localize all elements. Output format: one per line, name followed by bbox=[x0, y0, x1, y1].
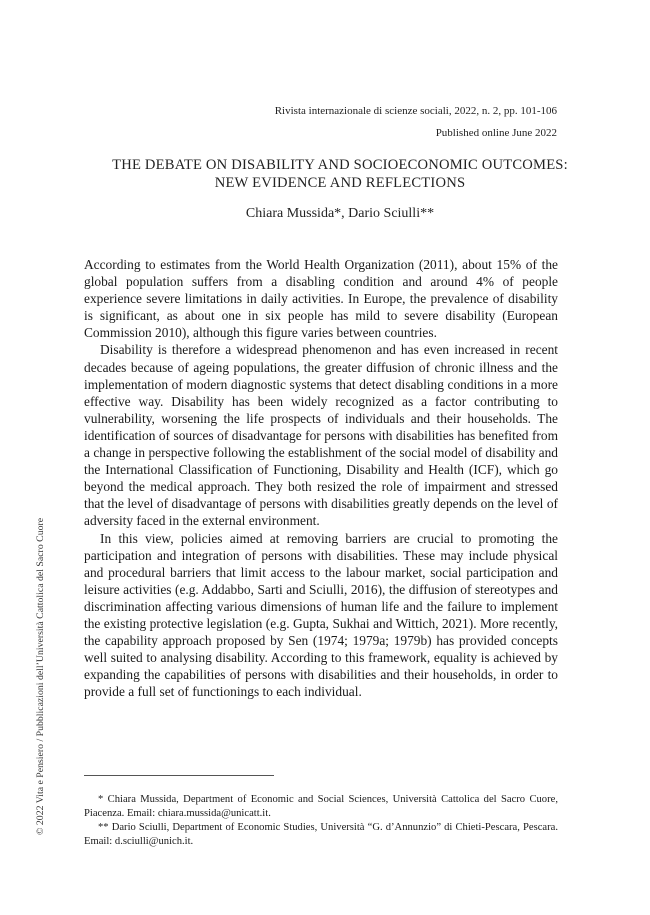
footnote-author-2: ** Dario Sciulli, Department of Economic Studies, Università “G. d’Annunzio” di Chieti-Pescara, Pescara. Email: d.sciulli@unich.it. bbox=[84, 822, 558, 847]
article-title-line-1: THE DEBATE ON DISABILITY AND SOCIOECONOMIC OUTCOMES: bbox=[112, 157, 568, 173]
published-date: Published online June 2022 bbox=[435, 127, 557, 139]
article-title bbox=[60, 156, 620, 192]
body-paragraph: In this view, policies aimed at removing barriers are crucial to promoting the participation and integration of persons with disabilities. These may include physical and procedural barriers that limit access to the labour market, social participation and leisure activities (e.g. Addabbo, Sarti and Sciulli, 2016), the diffusion of stereotypes and discrimination affecting various dimensions of human life and the failure to implement the existing protective legislation (e.g. Gupta, Sukhai and Wittich, 2021). More recently, the capability approach proposed by Sen (1974; 1979a; 1979b) has provided concepts well suited to analysing disability. According to this framework, equality is achieved by expanding the capabilities of persons with disabilities and their households, in order to provide a full set of functionings to each individual. bbox=[84, 530, 558, 700]
footnotes bbox=[84, 793, 558, 849]
footnote-separator bbox=[84, 775, 274, 776]
journal-citation: Rivista internazionale di scienze sociali, 2022, n. 2, pp. 101-106 bbox=[274, 105, 557, 117]
article-title-line-2: NEW EVIDENCE AND REFLECTIONS bbox=[214, 175, 466, 191]
article-body bbox=[84, 256, 558, 700]
article-authors: Chiara Mussida*, Dario Sciulli** bbox=[245, 206, 435, 221]
body-paragraph: According to estimates from the World Health Organization (2011), about 15% of the global population suffers from a disabling condition and around 4% of people experience severe limitations in daily activities. In Europe, the prevalence of disability is significant, as about one in six people has mild to severe disability (European Commission 2010), although this figure varies between countries. bbox=[84, 257, 558, 341]
body-paragraph: Disability is therefore a widespread phenomenon and has even increased in recent decades because of ageing populations, the greater diffusion of chronic illness and the implementation of modern diagnostic systems that detect disabling conditions in a more effective way. Disability has been widely recognized as a factor contributing to vulnerability, worsening the life prospects of individuals and their households. The identification of sources of disadvantage for persons with disabilities has benefited from a change in perspective following the establishment of the social model of disability and the International Classification of Functioning, Disability and Health (ICF), which go beyond the medical approach. They both resized the role of impairment and stressed that the level of disadvantage of persons with disabilities greatly depends on the level of adversity faced in the external environment. bbox=[84, 342, 558, 529]
copyright-notice: © 2022 Vita e Pensiero / Pubblicazioni dell’Università Cattolica del Sacro Cuore bbox=[35, 517, 46, 835]
footnote-author-1: * Chiara Mussida, Department of Economic and Social Sciences, Università Cattolica del Sacro Cuore, Piacenza. Email: chiara.mussida@unicatt.it. bbox=[84, 794, 558, 819]
